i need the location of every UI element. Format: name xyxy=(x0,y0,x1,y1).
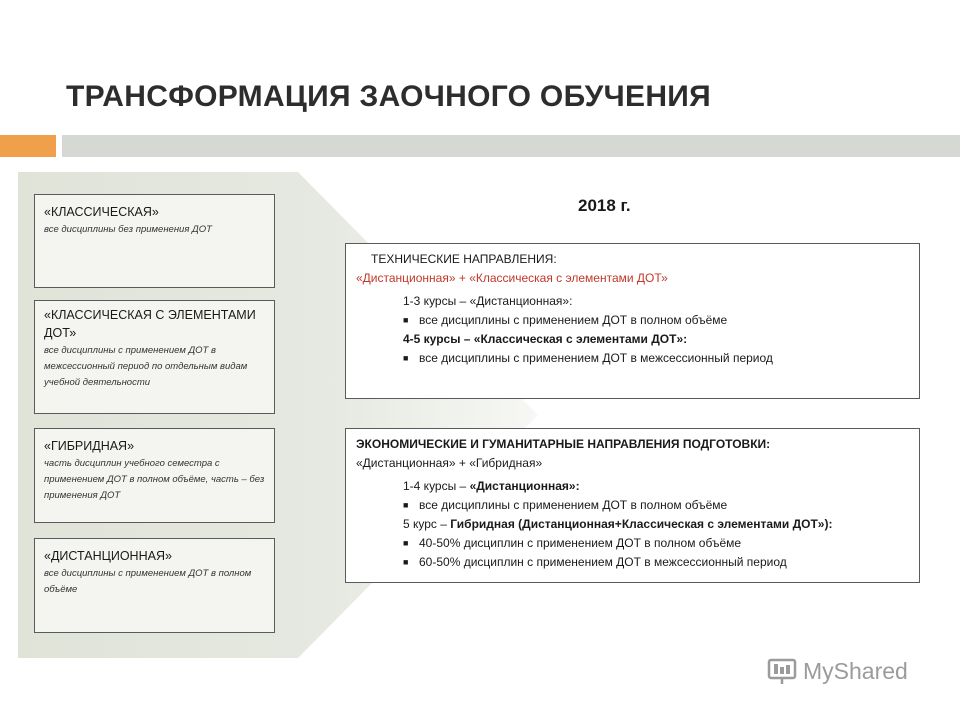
title-underline-bar xyxy=(62,135,960,157)
format-box-classic xyxy=(34,194,275,288)
economic-line-2: 5 курс – Гибридная (Дистанционная+Классическая с элементами ДОТ»): xyxy=(403,517,833,531)
bullet-icon: ■ xyxy=(403,538,409,548)
bullet-icon: ■ xyxy=(403,353,409,363)
format-heading: «ГИБРИДНАЯ» xyxy=(44,439,135,453)
technical-bullet-2: ■ все дисциплины с применением ДОТ в межсессионный период xyxy=(346,349,919,368)
bullet-icon: ■ xyxy=(403,557,409,567)
format-box-distance xyxy=(34,538,275,633)
technical-heading: ТЕХНИЧЕСКИЕ НАПРАВЛЕНИЯ: xyxy=(371,252,557,266)
page-title: ТРАНСФОРМАЦИЯ ЗАОЧНОГО ОБУЧЕНИЯ xyxy=(66,80,712,113)
economic-bullet-3: ■ 60-50% дисциплин с применением ДОТ в межсессионный период xyxy=(346,553,919,572)
technical-directions-box xyxy=(345,243,920,399)
economic-line-1: 1-4 курсы – «Дистанционная»: xyxy=(403,479,580,493)
watermark-logo xyxy=(767,656,908,686)
format-box-hybrid xyxy=(34,428,275,523)
economic-bullet-1: ■ все дисциплины с применением ДОТ в полном объёме xyxy=(346,496,919,515)
bullet-icon: ■ xyxy=(403,315,409,325)
slides-icon xyxy=(767,656,797,686)
economic-directions-box xyxy=(345,428,920,583)
year-label: 2018 г. xyxy=(578,196,631,215)
format-description: все дисциплины без применения ДОТ xyxy=(44,224,212,235)
bullet-icon: ■ xyxy=(403,500,409,510)
format-heading: «ДИСТАНЦИОННАЯ» xyxy=(44,549,172,563)
economic-bullet-2: ■ 40-50% дисциплин с применением ДОТ в полном объёме xyxy=(346,534,919,553)
technical-formats: «Дистанционная» + «Классическая с элементами ДОТ» xyxy=(356,271,668,285)
technical-line-1: 1-3 курсы – «Дистанционная»: xyxy=(403,294,573,308)
technical-bullet-1: ■ все дисциплины с применением ДОТ в полном объёме xyxy=(346,311,919,330)
format-heading: «КЛАССИЧЕСКАЯ С ЭЛЕМЕНТАМИ ДОТ» xyxy=(44,308,256,340)
format-box-classic-dot xyxy=(34,300,275,414)
economic-formats: «Дистанционная» + «Гибридная» xyxy=(356,456,543,470)
accent-bar xyxy=(0,135,56,157)
format-description: все дисциплины с применением ДОТ в межсессионный период по отдельным видам учебной деятельности xyxy=(44,345,248,388)
technical-line-2: 4-5 курсы – «Классическая с элементами ДОТ»: xyxy=(403,332,688,346)
economic-heading: ЭКОНОМИЧЕСКИЕ И ГУМАНИТАРНЫЕ НАПРАВЛЕНИЯ ПОДГОТОВКИ: xyxy=(356,437,771,451)
format-description: все дисциплины с применением ДОТ в полном объёме xyxy=(44,568,252,595)
watermark-text: MyShared xyxy=(803,657,908,684)
format-description: часть дисциплин учебного семестра с применением ДОТ в полном объёме, часть – без применения ДОТ xyxy=(44,458,265,501)
format-heading: «КЛАССИЧЕСКАЯ» xyxy=(44,205,159,219)
